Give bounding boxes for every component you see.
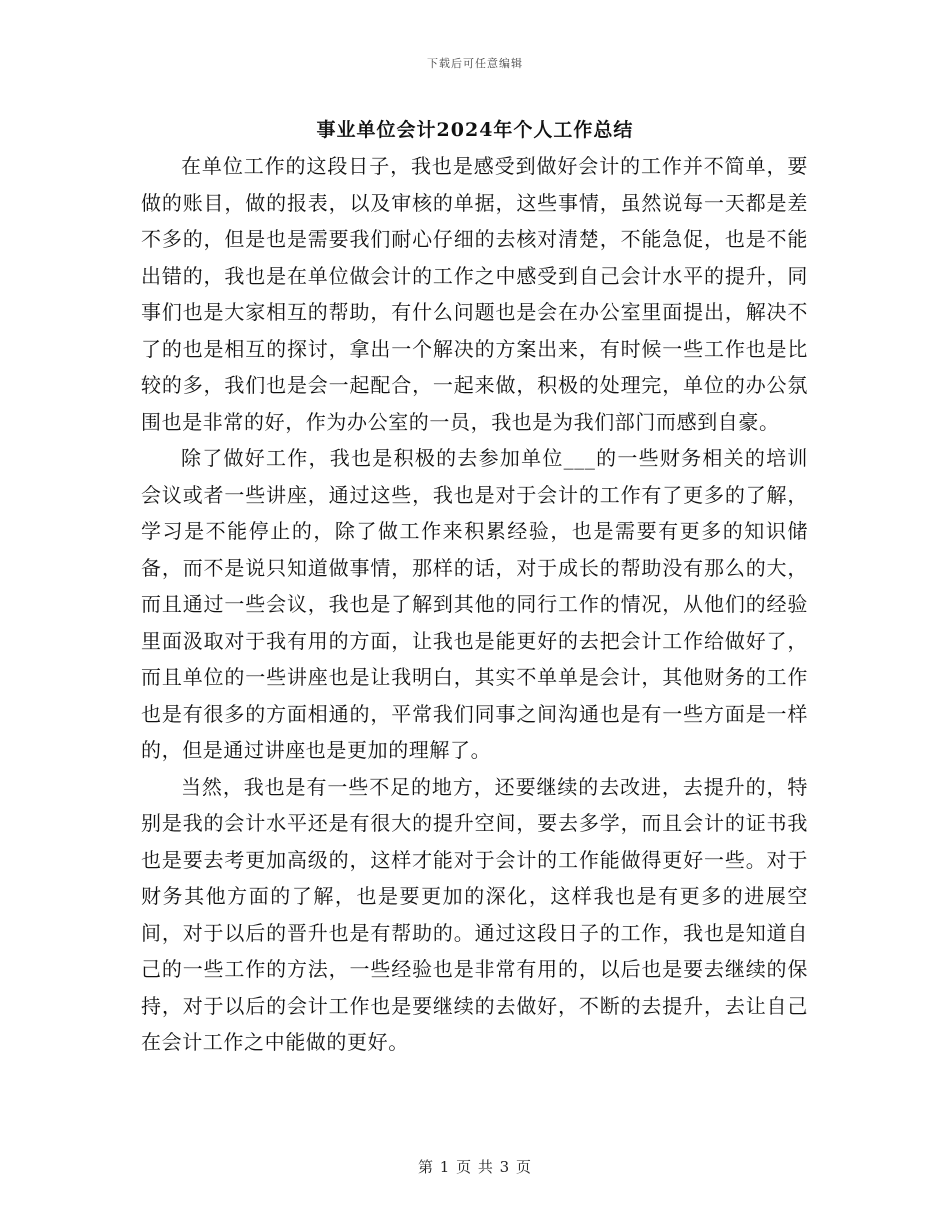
paragraph-3: 当然，我也是有一些不足的地方，还要继续的去改进，去提升的，特别是我的会计水平还是有很大的提升空间，要去多学，而且会计的证书我也是要去考更加高级的，这样才能对于会计的工作能做得更好一些。对于财务其他方面的了解，也是要更加的深化，这样我也是有更多的进展空间，对于以后的晋升也是有帮助的。通过这段日子的工作，我也是知道自己的一些工作的方法，一些经验也是非常有用的，以后也是要去继续的保持，对于以后的会计工作也是要继续的去做好，不断的去提升，去让自己在会计工作之中能做的更好。	[141, 774, 808, 1054]
header-note: 下载后可任意编辑	[427, 57, 523, 70]
paragraph-1: 在单位工作的这段日子，我也是感受到做好会计的工作并不简单，要做的账目，做的报表，以及审核的单据，这些事情，虽然说每一天都是差不多的，但是也是需要我们耐心仔细的去核对清楚，不能急促，也是不能出错的，我也是在单位做会计的工作之中感受到自己会计水平的提升，同事们也是大家相互的帮助，有什么问题也是会在办公室里面提出，解决不了的也是相互的探讨，拿出一个解决的方案出来，有时候一些工作也是比较的多，我们也是会一起配合，一起来做，积极的处理完，单位的办公氛围也是非常的好，作为办公室的一员，我也是为我们部门而感到自豪。	[141, 154, 808, 434]
document-body	[141, 148, 808, 1061]
page-number: 第 1 页 共 3 页	[418, 1158, 532, 1176]
document-title: 事业单位会计2024年个人工作总结	[316, 119, 634, 141]
paragraph-2: 除了做好工作，我也是积极的去参加单位___的一些财务相关的培训会议或者一些讲座，通过这些，我也是对于会计的工作有了更多的了解，学习是不能停止的，除了做工作来积累经验，也是需要有更多的知识储备，而不是说只知道做事情，那样的话，对于成长的帮助没有那么的大，而且通过一些会议，我也是了解到其他的同行工作的情况，从他们的经验里面汲取对于我有用的方面，让我也是能更好的去把会计工作给做好了，而且单位的一些讲座也是让我明白，其实不单单是会计，其他财务的工作也是有很多的方面相通的，平常我们同事之间沟通也是有一些方面是一样的，但是通过讲座也是更加的理解了。	[141, 446, 808, 762]
